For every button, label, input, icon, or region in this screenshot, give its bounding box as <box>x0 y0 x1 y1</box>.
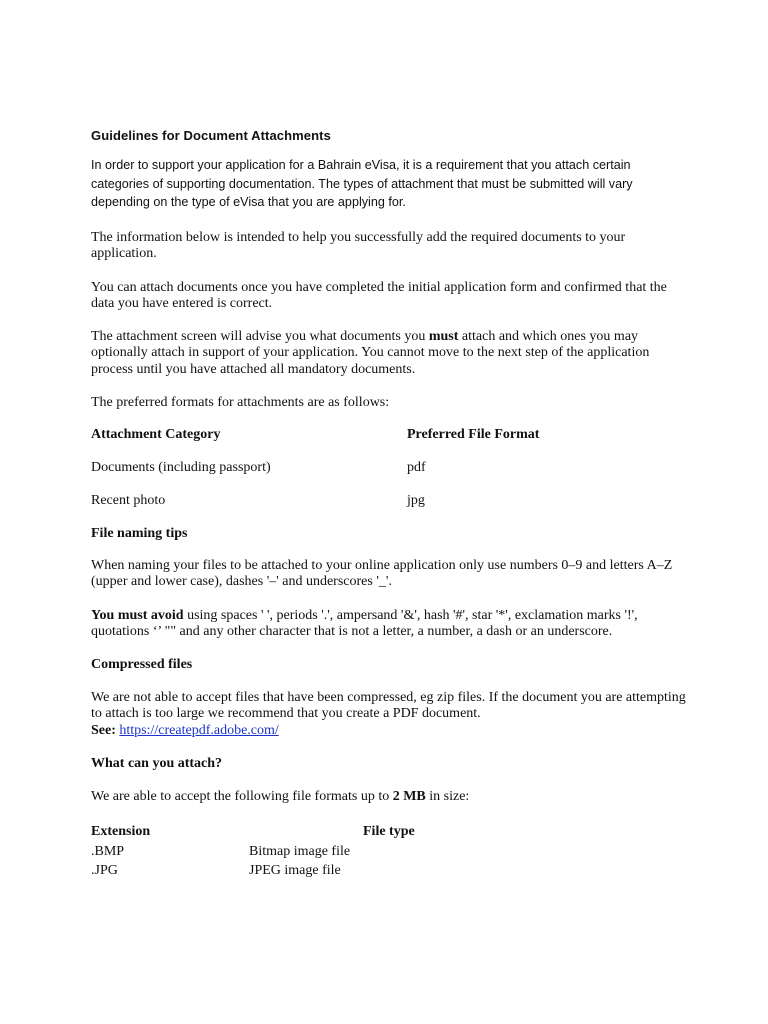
filetype-header-extension: Extension <box>91 824 151 839</box>
p3-bold: must <box>428 329 459 344</box>
filetype-table-row <box>91 844 691 860</box>
naming-heading: File naming tips <box>91 526 188 541</box>
filetype-table-header <box>91 824 691 840</box>
filetype-row-type: Bitmap image file <box>249 844 351 859</box>
avoid-rest: using spaces ' ', periods '.', ampersand '&', hash '#', star '*', exclamation marks '!', quotations ‘’ "" and any other character that is not a letter, a number, a dash or an underscore. <box>91 608 638 640</box>
formats-table-header <box>91 427 691 443</box>
document-title: Guidelines for Document Attachments <box>91 128 331 143</box>
attach-heading: What can you attach? <box>91 756 223 771</box>
info-paragraph: The information below is intended to help you successfully add the required documents to your application. <box>91 230 626 262</box>
attach-before: We are able to accept the following file formats up to <box>91 789 393 804</box>
formats-row-category: Documents (including passport) <box>91 460 271 475</box>
p3-before: The attachment screen will advise you what documents you <box>91 329 429 344</box>
naming-paragraph: When naming your files to be attached to your online application only use numbers 0–9 and letters A–Z (upper and lower case), dashes '–' and underscores '_'. <box>91 558 673 590</box>
formats-table-row <box>91 460 691 476</box>
filetype-table-row <box>91 863 691 879</box>
p3-after: attach and which ones you may optionally attach in support of your application. You cannot move to the next step of the application process until you have attached all mandatory documents. <box>91 329 650 377</box>
avoid-paragraph <box>91 608 691 641</box>
filetype-row-type: JPEG image file <box>249 863 341 878</box>
avoid-bold: You must avoid <box>91 608 184 623</box>
attach-paragraph <box>91 789 691 805</box>
formats-row-category: Recent photo <box>91 493 166 508</box>
attachment-screen-paragraph <box>91 329 691 378</box>
attach-size: 2 MB <box>392 789 426 804</box>
intro-paragraph: In order to support your application for a Bahrain eVisa, it is a requirement that you attach certain categories of supporting documentation. The types of attachment that must be submitted will vary depending on the type of eVisa that you are applying for. <box>91 158 633 209</box>
formats-table-row <box>91 493 691 509</box>
preferred-formats-intro: The preferred formats for attachments are as follows: <box>91 395 390 410</box>
formats-row-format: pdf <box>407 460 426 475</box>
compressed-text: We are not able to accept files that have been compressed, eg zip files. If the document you are attempting to attach is too large we recommend that you create a PDF document. <box>91 690 686 722</box>
see-label: See: <box>91 722 116 738</box>
attach-when-paragraph: You can attach documents once you have completed the initial application form and confirmed that the data you have entered is correct. <box>91 280 667 312</box>
filetype-row-extension: .JPG <box>91 863 118 878</box>
formats-header-category: Attachment Category <box>91 427 221 442</box>
formats-header-format: Preferred File Format <box>407 427 540 442</box>
filetype-row-extension: .BMP <box>91 844 125 859</box>
adobe-link[interactable]: https://createpdf.adobe.com/ <box>119 722 279 738</box>
attach-after: in size: <box>425 789 470 804</box>
filetype-header-type: File type <box>363 824 415 839</box>
compressed-paragraph <box>91 690 691 739</box>
formats-row-format: jpg <box>407 493 425 508</box>
compressed-heading: Compressed files <box>91 657 193 672</box>
